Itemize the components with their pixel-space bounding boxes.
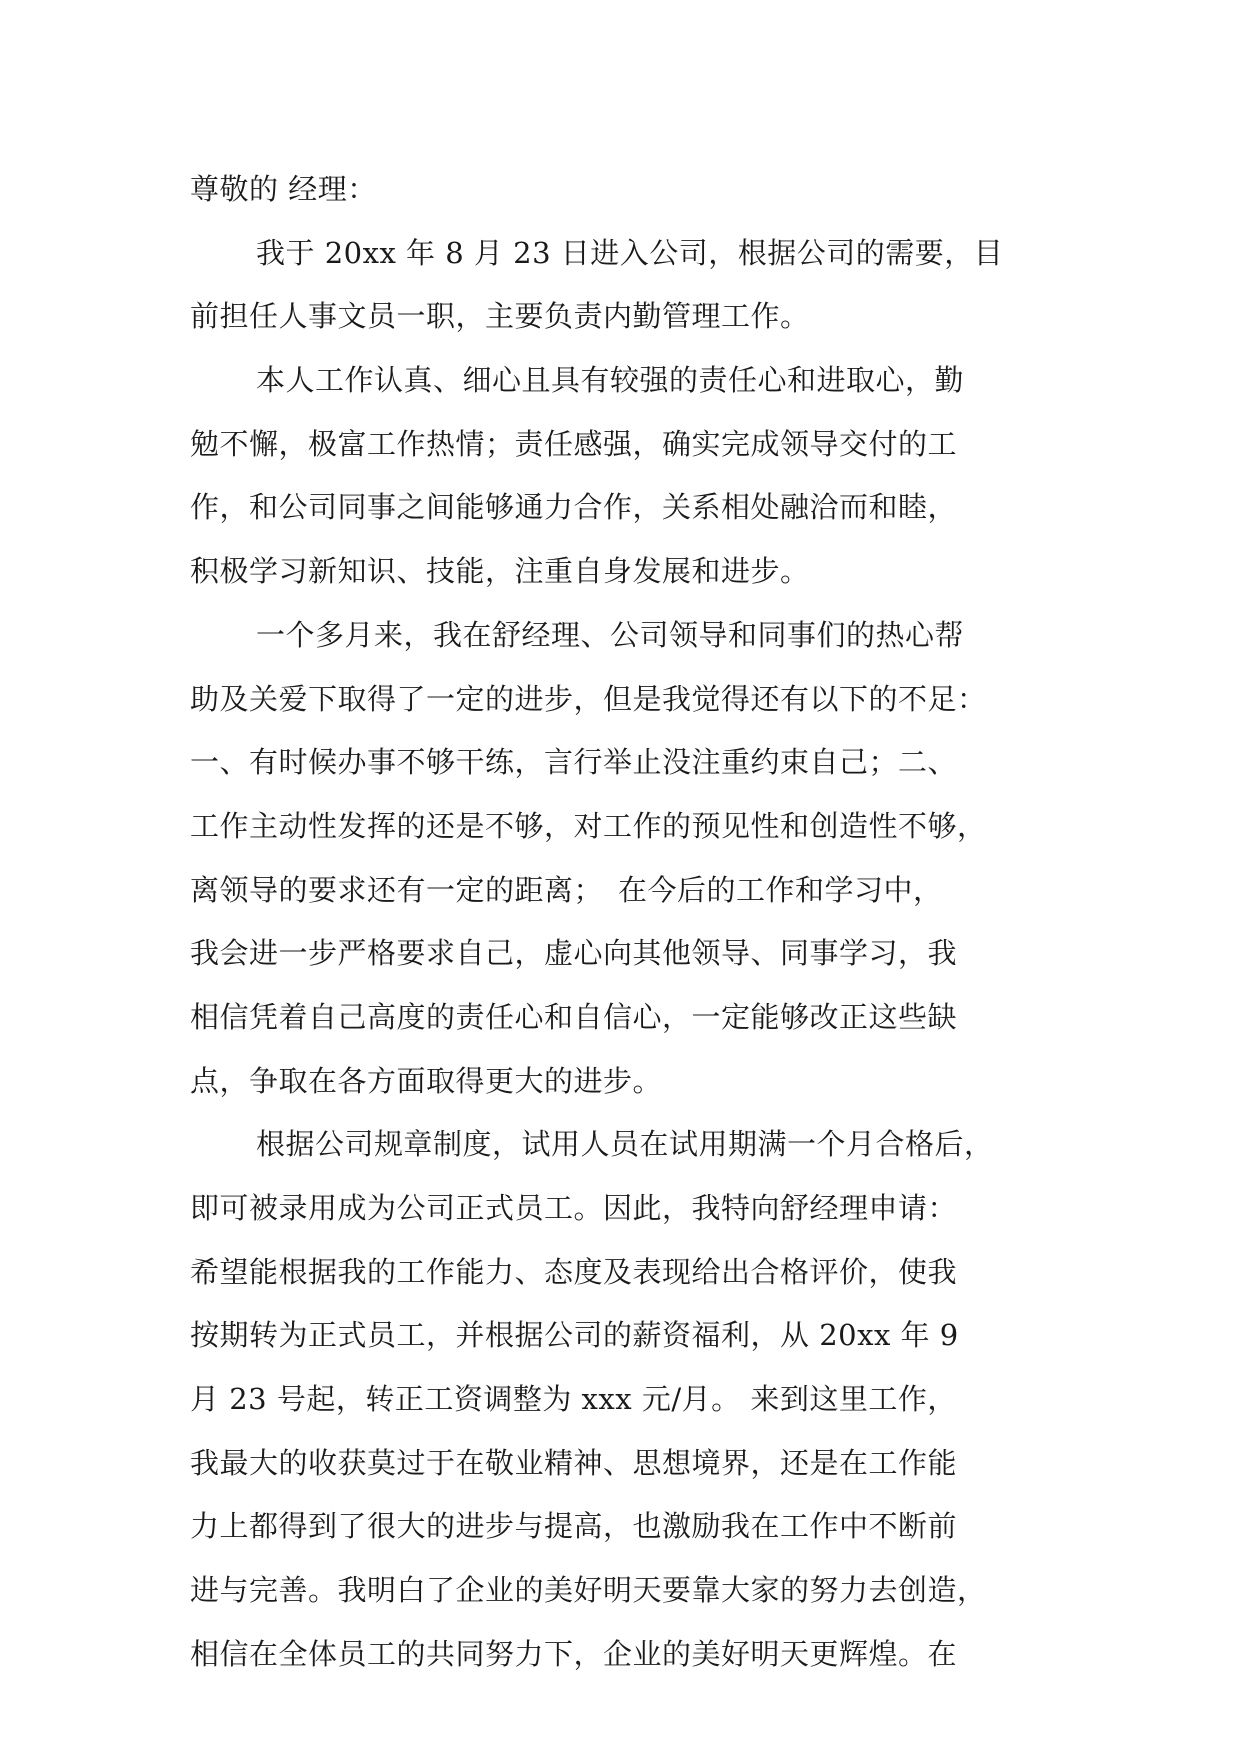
paragraph-2-line: 作，和公司同事之间能够通力合作，关系相处融洽而和睦， (190, 490, 958, 525)
paragraph-2-line: 积极学习新知识、技能，注重自身发展和进步。 (190, 554, 810, 589)
paragraph-3-line: 相信凭着自己高度的责任心和自信心，一定能够改正这些缺 (190, 999, 958, 1034)
paragraph-2-line: 本人工作认真、细心且具有较强的责任心和进取心，勤 (256, 363, 965, 398)
paragraph-4-line: 月 23 号起，转正工资调整为 xxx 元/月。 来到这里工作， (190, 1382, 957, 1417)
paragraph-4-line: 进与完善。我明白了企业的美好明天要靠大家的努力去创造， (190, 1573, 987, 1608)
letter-body (190, 158, 1090, 1687)
paragraph-3-line: 工作主动性发挥的还是不够，对工作的预见性和创造性不够， (190, 808, 987, 843)
paragraph-4-line: 根据公司规章制度，试用人员在试用期满一个月合格后， (256, 1127, 994, 1162)
paragraph-4-line: 希望能根据我的工作能力、态度及表现给出合格评价，使我 (190, 1254, 958, 1289)
paragraph-1-line: 我于 20xx 年 8 月 23 日进入公司，根据公司的需要，目 (256, 235, 1004, 270)
paragraph-3-line: 离领导的要求还有一定的距离； 在今后的工作和学习中， (190, 872, 943, 907)
paragraph-4-line: 即可被录用成为公司正式员工。因此，我特向舒经理申请： (190, 1191, 958, 1225)
paragraph-4-line: 力上都得到了很大的进步与提高，也激励我在工作中不断前 (190, 1509, 958, 1544)
paragraph-3-line: 我会进一步严格要求自己，虚心向其他领导、同事学习，我 (190, 936, 958, 971)
paragraph-2-line: 勉不懈，极富工作热情；责任感强，确实完成领导交付的工 (190, 426, 958, 461)
paragraph-4-line: 我最大的收获莫过于在敬业精神、思想境界，还是在工作能 (190, 1445, 958, 1480)
salutation: 尊敬的 经理： (190, 172, 377, 206)
paragraph-1-line: 前担任人事文员一职，主要负责内勤管理工作。 (190, 299, 810, 334)
paragraph-3-line: 点，争取在各方面取得更大的进步。 (190, 1063, 663, 1098)
paragraph-3-line: 一个多月来，我在舒经理、公司领导和同事们的热心帮 (256, 617, 965, 652)
paragraph-4-line: 相信在全体员工的共同努力下，企业的美好明天更辉煌。在 (190, 1636, 958, 1671)
paragraph-3-line: 助及关爱下取得了一定的进步，但是我觉得还有以下的不足： (190, 681, 987, 716)
paragraph-3-line: 一、有时候办事不够干练，言行举止没注重约束自己；二、 (190, 745, 958, 780)
paragraph-4-line: 按期转为正式员工，并根据公司的薪资福利，从 20xx 年 9 (190, 1318, 959, 1353)
